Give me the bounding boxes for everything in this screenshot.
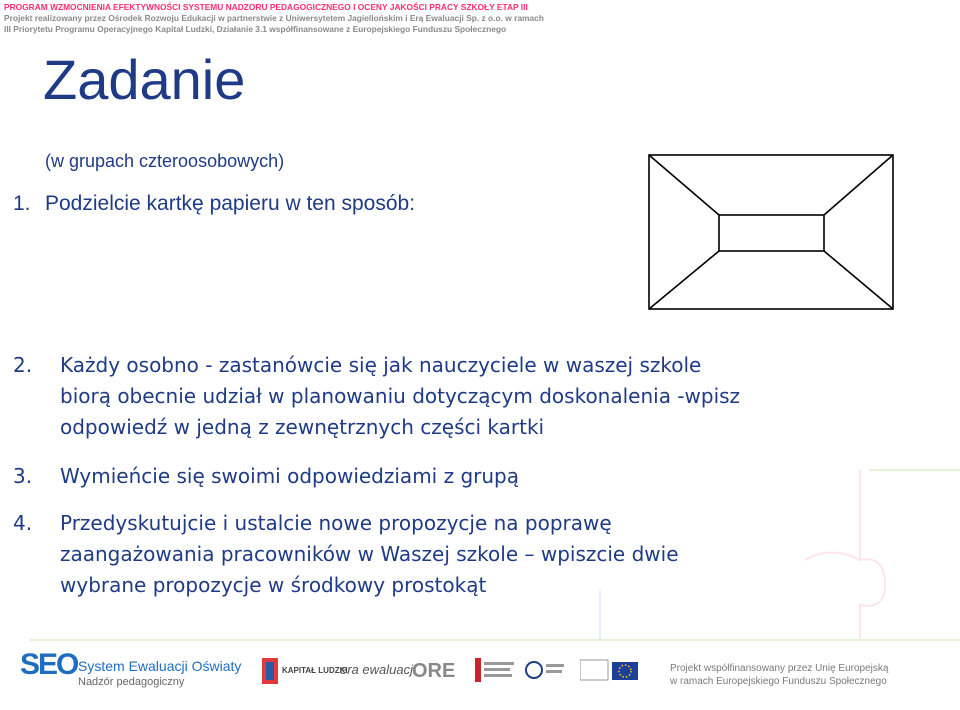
eu-flag-icon xyxy=(580,656,640,686)
era-ewaluacji-logo xyxy=(340,656,416,686)
list-item-4-line-3: wybrane propozycje w środkowy prostokąt xyxy=(60,573,487,597)
header-line-1: PROGRAM WZMOCNIENIA EFEKTYWNOŚCI SYSTEMU NADZORU PEDAGOGICZNEGO I OCENY JAKOŚCI PRACY SZKOŁY ETAP III xyxy=(4,2,528,12)
ore-logo xyxy=(412,656,472,686)
seo-subtitle: Nadzór pedagogiczny xyxy=(78,676,185,688)
list-item-2-line-1: Każdy osobno - zastanówcie się jak nauczyciele w waszej szkole xyxy=(60,353,702,377)
list-item-3 xyxy=(13,461,913,492)
list-item-3-number: 3. xyxy=(13,464,33,488)
list-item-1 xyxy=(13,192,415,216)
era-ewaluacji-text: era ewaluacji xyxy=(340,662,416,677)
list-item-4-line-1: Przedyskutujcie i ustalcie nowe propozycje na poprawę xyxy=(60,511,612,535)
diagonal-bottom-left xyxy=(649,251,719,309)
ministry-logo xyxy=(475,656,515,686)
list-item-2 xyxy=(13,350,913,443)
page-title: Zadanie xyxy=(43,48,246,111)
list-item-4-number: 4. xyxy=(13,511,33,535)
list-item-3-text: Wymieńcie się swoimi odpowiedziami z grupą xyxy=(60,464,519,488)
eu-logo xyxy=(580,656,640,686)
header-project-info xyxy=(4,2,564,35)
paper-division-diagram xyxy=(648,154,896,312)
eu-line-1: Projekt współfinansowany przez Unię Europejską xyxy=(670,663,889,674)
eu-funding-note xyxy=(670,662,960,688)
header-line-2: Projekt realizowany przez Ośrodek Rozwoju Edukacji w partnerstwie z Uniwersytetem Jagiellońskim i Erą Ewaluacji Sp. z o.o. w ramach xyxy=(4,13,544,23)
diagonal-top-left xyxy=(649,155,719,215)
list-item-4-line-2: zaangażowania pracowników w Waszej szkole – wpiszcie dwie xyxy=(60,542,679,566)
list-item-2-line-2: biorą obecnie udział w planowaniu dotyczącym doskonalenia -wpisz xyxy=(60,384,741,408)
list-item-1-number: 1. xyxy=(13,192,31,215)
list-item-4 xyxy=(13,508,913,601)
kapital-ludzki-logo xyxy=(262,656,348,686)
list-item-2-line-3: odpowiedź w jedną z zewnętrznych części kartki xyxy=(60,415,545,439)
center-rectangle xyxy=(719,215,824,251)
seo-logo: SEO xyxy=(20,648,78,681)
ore-text: ORE xyxy=(412,660,456,682)
jagiellonian-icon xyxy=(525,656,565,684)
page-subtitle: (w grupach czteroosobowych) xyxy=(45,151,285,171)
diagonal-top-right xyxy=(824,155,893,215)
diagonal-bottom-right xyxy=(824,251,893,309)
kapital-ludzki-text: KAPITAŁ LUDZKI xyxy=(282,666,348,675)
seo-title: System Ewaluacji Oświaty xyxy=(78,658,242,674)
list-item-2-number: 2. xyxy=(13,353,33,377)
ministry-icon xyxy=(475,656,515,684)
eu-line-2: w ramach Europejskiego Funduszu Społecznego xyxy=(670,676,887,687)
header-line-3: III Priorytetu Programu Operacyjnego Kapitał Ludzki, Działanie 3.1 współfinansowane z Europejskiego Funduszu Społecznego xyxy=(4,24,507,34)
outer-rectangle xyxy=(649,155,893,309)
list-item-1-text: Podzielcie kartkę papieru w ten sposób: xyxy=(45,192,416,215)
kapital-ludzki-icon xyxy=(262,658,278,684)
footer-logos xyxy=(0,640,960,710)
jagiellonian-logo xyxy=(525,656,565,686)
